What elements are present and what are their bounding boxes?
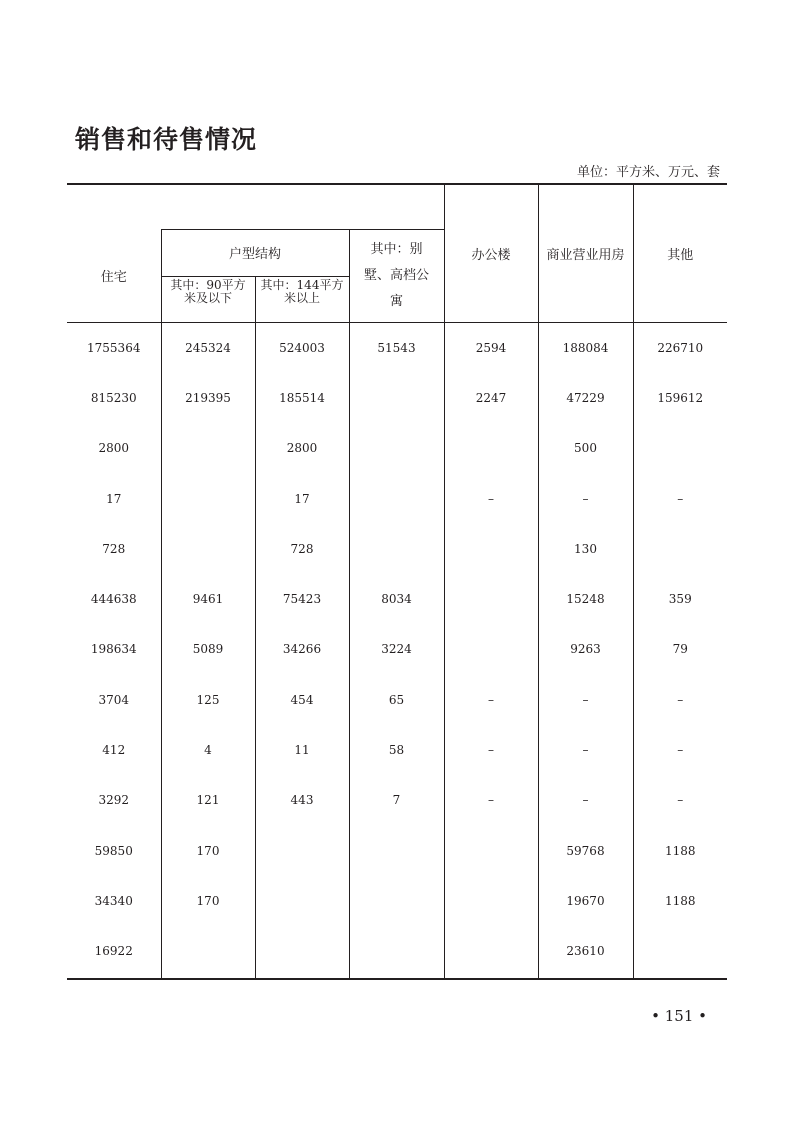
- table-cell: 34266: [255, 626, 349, 676]
- header-unit-structure: 户型结构: [161, 229, 349, 276]
- table-row: [67, 475, 727, 525]
- table-row: [67, 878, 727, 928]
- table-cell: 524003: [255, 322, 349, 375]
- table-cell: [349, 928, 444, 979]
- table-cell: –: [633, 677, 727, 727]
- table-cell: 245324: [161, 322, 255, 375]
- header-above-144: 其中：144平方米以上: [255, 276, 349, 322]
- unit-label: 单位：平方米、万元、套: [576, 165, 720, 180]
- table-cell: [444, 626, 538, 676]
- table-cell: 443: [255, 777, 349, 827]
- table-cell: 3292: [98, 793, 130, 808]
- table-row: [67, 928, 727, 979]
- header-commercial: 商业营业用房: [538, 184, 633, 322]
- table-cell: [444, 928, 538, 979]
- table-cell: [444, 526, 538, 576]
- table-cell: 170: [161, 827, 255, 877]
- table-cell: 815230: [90, 390, 137, 405]
- table-cell: –: [538, 727, 633, 777]
- table-cell: 2800: [255, 425, 349, 475]
- table-cell: 219395: [161, 375, 255, 425]
- table-cell: 500: [538, 425, 633, 475]
- sales-table: [67, 183, 727, 980]
- header-under-90: 其中：90平方米及以下: [161, 276, 255, 322]
- table-cell: [633, 425, 727, 475]
- table-cell: –: [444, 727, 538, 777]
- table-body: [67, 322, 727, 979]
- header-villa: 其中：别墅、高档公寓: [349, 229, 444, 322]
- table-cell: 65: [349, 677, 444, 727]
- table-row: [67, 777, 727, 827]
- table-cell: 4: [161, 727, 255, 777]
- table-cell: 1755364: [87, 340, 141, 355]
- table-cell: 59768: [538, 827, 633, 877]
- table-row: [67, 322, 727, 375]
- table-cell: 170: [161, 878, 255, 928]
- table-cell: 188084: [538, 322, 633, 375]
- table-cell: [161, 425, 255, 475]
- table-cell: 728: [102, 541, 126, 556]
- table-cell: [633, 526, 727, 576]
- table-cell: [161, 928, 255, 979]
- table-cell: 1188: [633, 827, 727, 877]
- table-cell: [161, 526, 255, 576]
- table-cell: 728: [255, 526, 349, 576]
- table-cell: 185514: [255, 375, 349, 425]
- table-cell: 159612: [633, 375, 727, 425]
- table-cell: 359: [633, 576, 727, 626]
- table-cell: 3704: [98, 692, 130, 707]
- table-cell: 2247: [444, 375, 538, 425]
- table-cell: 2594: [444, 322, 538, 375]
- table-cell: [255, 928, 349, 979]
- table-cell: –: [444, 677, 538, 727]
- table-cell: 412: [102, 743, 126, 758]
- table-cell: 1188: [633, 878, 727, 928]
- table-row: [67, 576, 727, 626]
- header-other: 其他: [633, 184, 727, 322]
- table-cell: 8034: [349, 576, 444, 626]
- table-cell: [633, 928, 727, 979]
- header-residential: 住宅: [67, 229, 161, 322]
- table-cell: 23610: [538, 928, 633, 979]
- table-cell: 47229: [538, 375, 633, 425]
- table-row: [67, 425, 727, 475]
- table-cell: 125: [161, 677, 255, 727]
- table-row: [67, 526, 727, 576]
- table-cell: [349, 475, 444, 525]
- table-cell: 121: [161, 777, 255, 827]
- table-cell: 3224: [349, 626, 444, 676]
- table-row: [67, 677, 727, 727]
- table-row: [67, 827, 727, 877]
- table-cell: [444, 827, 538, 877]
- table-cell: 130: [538, 526, 633, 576]
- table-cell: –: [633, 475, 727, 525]
- table-cell: 59850: [94, 843, 133, 858]
- table-cell: 51543: [349, 322, 444, 375]
- header-office: 办公楼: [444, 184, 538, 322]
- table-cell: 75423: [255, 576, 349, 626]
- table-cell: 444638: [90, 592, 137, 607]
- table-cell: –: [538, 475, 633, 525]
- table-cell: 226710: [633, 322, 727, 375]
- table-row: [67, 727, 727, 777]
- table-cell: 19670: [538, 878, 633, 928]
- table-cell: 198634: [90, 642, 137, 657]
- table-cell: –: [444, 777, 538, 827]
- table-cell: [349, 878, 444, 928]
- table-cell: 58: [349, 727, 444, 777]
- table-cell: 34340: [94, 893, 133, 908]
- table-cell: –: [538, 677, 633, 727]
- table-cell: 79: [633, 626, 727, 676]
- page-number: • 151 •: [651, 1007, 707, 1025]
- table-cell: [444, 576, 538, 626]
- table-row: [67, 626, 727, 676]
- table-cell: 454: [255, 677, 349, 727]
- table-cell: 9461: [161, 576, 255, 626]
- table-cell: 9263: [538, 626, 633, 676]
- table-cell: [349, 827, 444, 877]
- table-cell: [349, 375, 444, 425]
- table-cell: 7: [349, 777, 444, 827]
- table-cell: 15248: [538, 576, 633, 626]
- table-cell: [444, 878, 538, 928]
- table-cell: 16922: [94, 944, 133, 959]
- table-cell: 17: [106, 491, 122, 506]
- table-cell: [444, 425, 538, 475]
- table-cell: [349, 526, 444, 576]
- table-cell: [161, 475, 255, 525]
- table-cell: –: [633, 727, 727, 777]
- table-cell: [349, 425, 444, 475]
- table-cell: [255, 827, 349, 877]
- table-cell: [255, 878, 349, 928]
- table-cell: –: [538, 777, 633, 827]
- table-cell: 2800: [98, 441, 130, 456]
- page-title: 销售和待售情况: [75, 125, 258, 154]
- table-cell: –: [444, 475, 538, 525]
- table-row: [67, 375, 727, 425]
- table-cell: 11: [255, 727, 349, 777]
- table-cell: 17: [255, 475, 349, 525]
- table-cell: 5089: [161, 626, 255, 676]
- table-cell: –: [633, 777, 727, 827]
